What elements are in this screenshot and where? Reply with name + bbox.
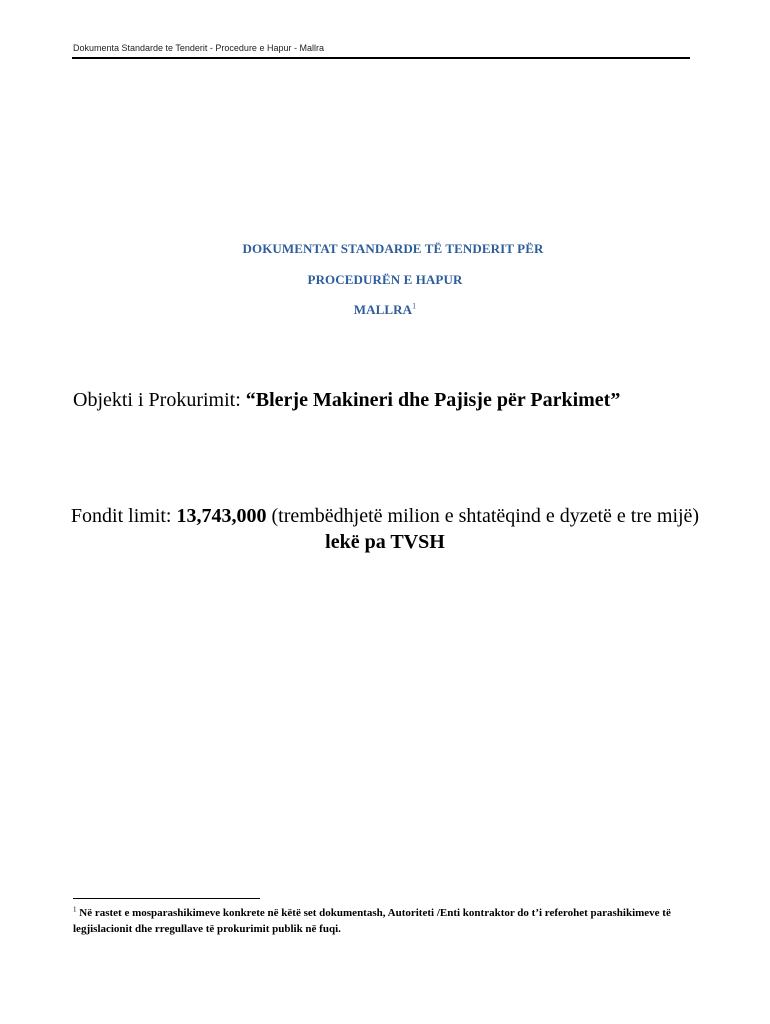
footnote-text: Në rastet e mosparashikimeve konkrete në këtë set dokumentash, Autoriteti /Enti kontraktor do t’i referohet parashikimeve të legjislacionit dhe rregullave të prokurimit publik në fuqi.: [73, 907, 671, 935]
footnote-reference[interactable]: 1: [412, 301, 417, 311]
fund-limit-words: (trembëdhjetë milion e shtatëqind e dyzetë e tre mijë): [266, 505, 700, 527]
running-header: Dokumenta Standarde te Tenderit - Procedure e Hapur - Mallra: [73, 43, 324, 53]
footnote-marker: 1: [73, 905, 77, 914]
procurement-object-value: “Blerje Makineri dhe Pajisje për Parkimet”: [245, 389, 621, 411]
procurement-object-label: Objekti i Prokurimit:: [73, 389, 246, 411]
document-title-line-1: DOKUMENTAT STANDARDE TË TENDERIT PËR: [242, 241, 544, 256]
fund-limit-currency: lekë pa TVSH: [325, 531, 445, 553]
header-rule: [72, 57, 690, 59]
fund-limit-label: Fondit limit:: [70, 505, 177, 527]
footnote-separator: [73, 898, 260, 899]
procurement-object: [73, 389, 620, 412]
footnote: [73, 905, 693, 937]
fund-limit-amount: 13,743,000: [176, 505, 267, 527]
document-title-line-2: PROCEDURËN E HAPUR: [307, 272, 463, 287]
title-mallra: MALLRA: [353, 302, 413, 317]
document-title-line-3: [0, 302, 770, 318]
fund-limit: [60, 503, 710, 555]
